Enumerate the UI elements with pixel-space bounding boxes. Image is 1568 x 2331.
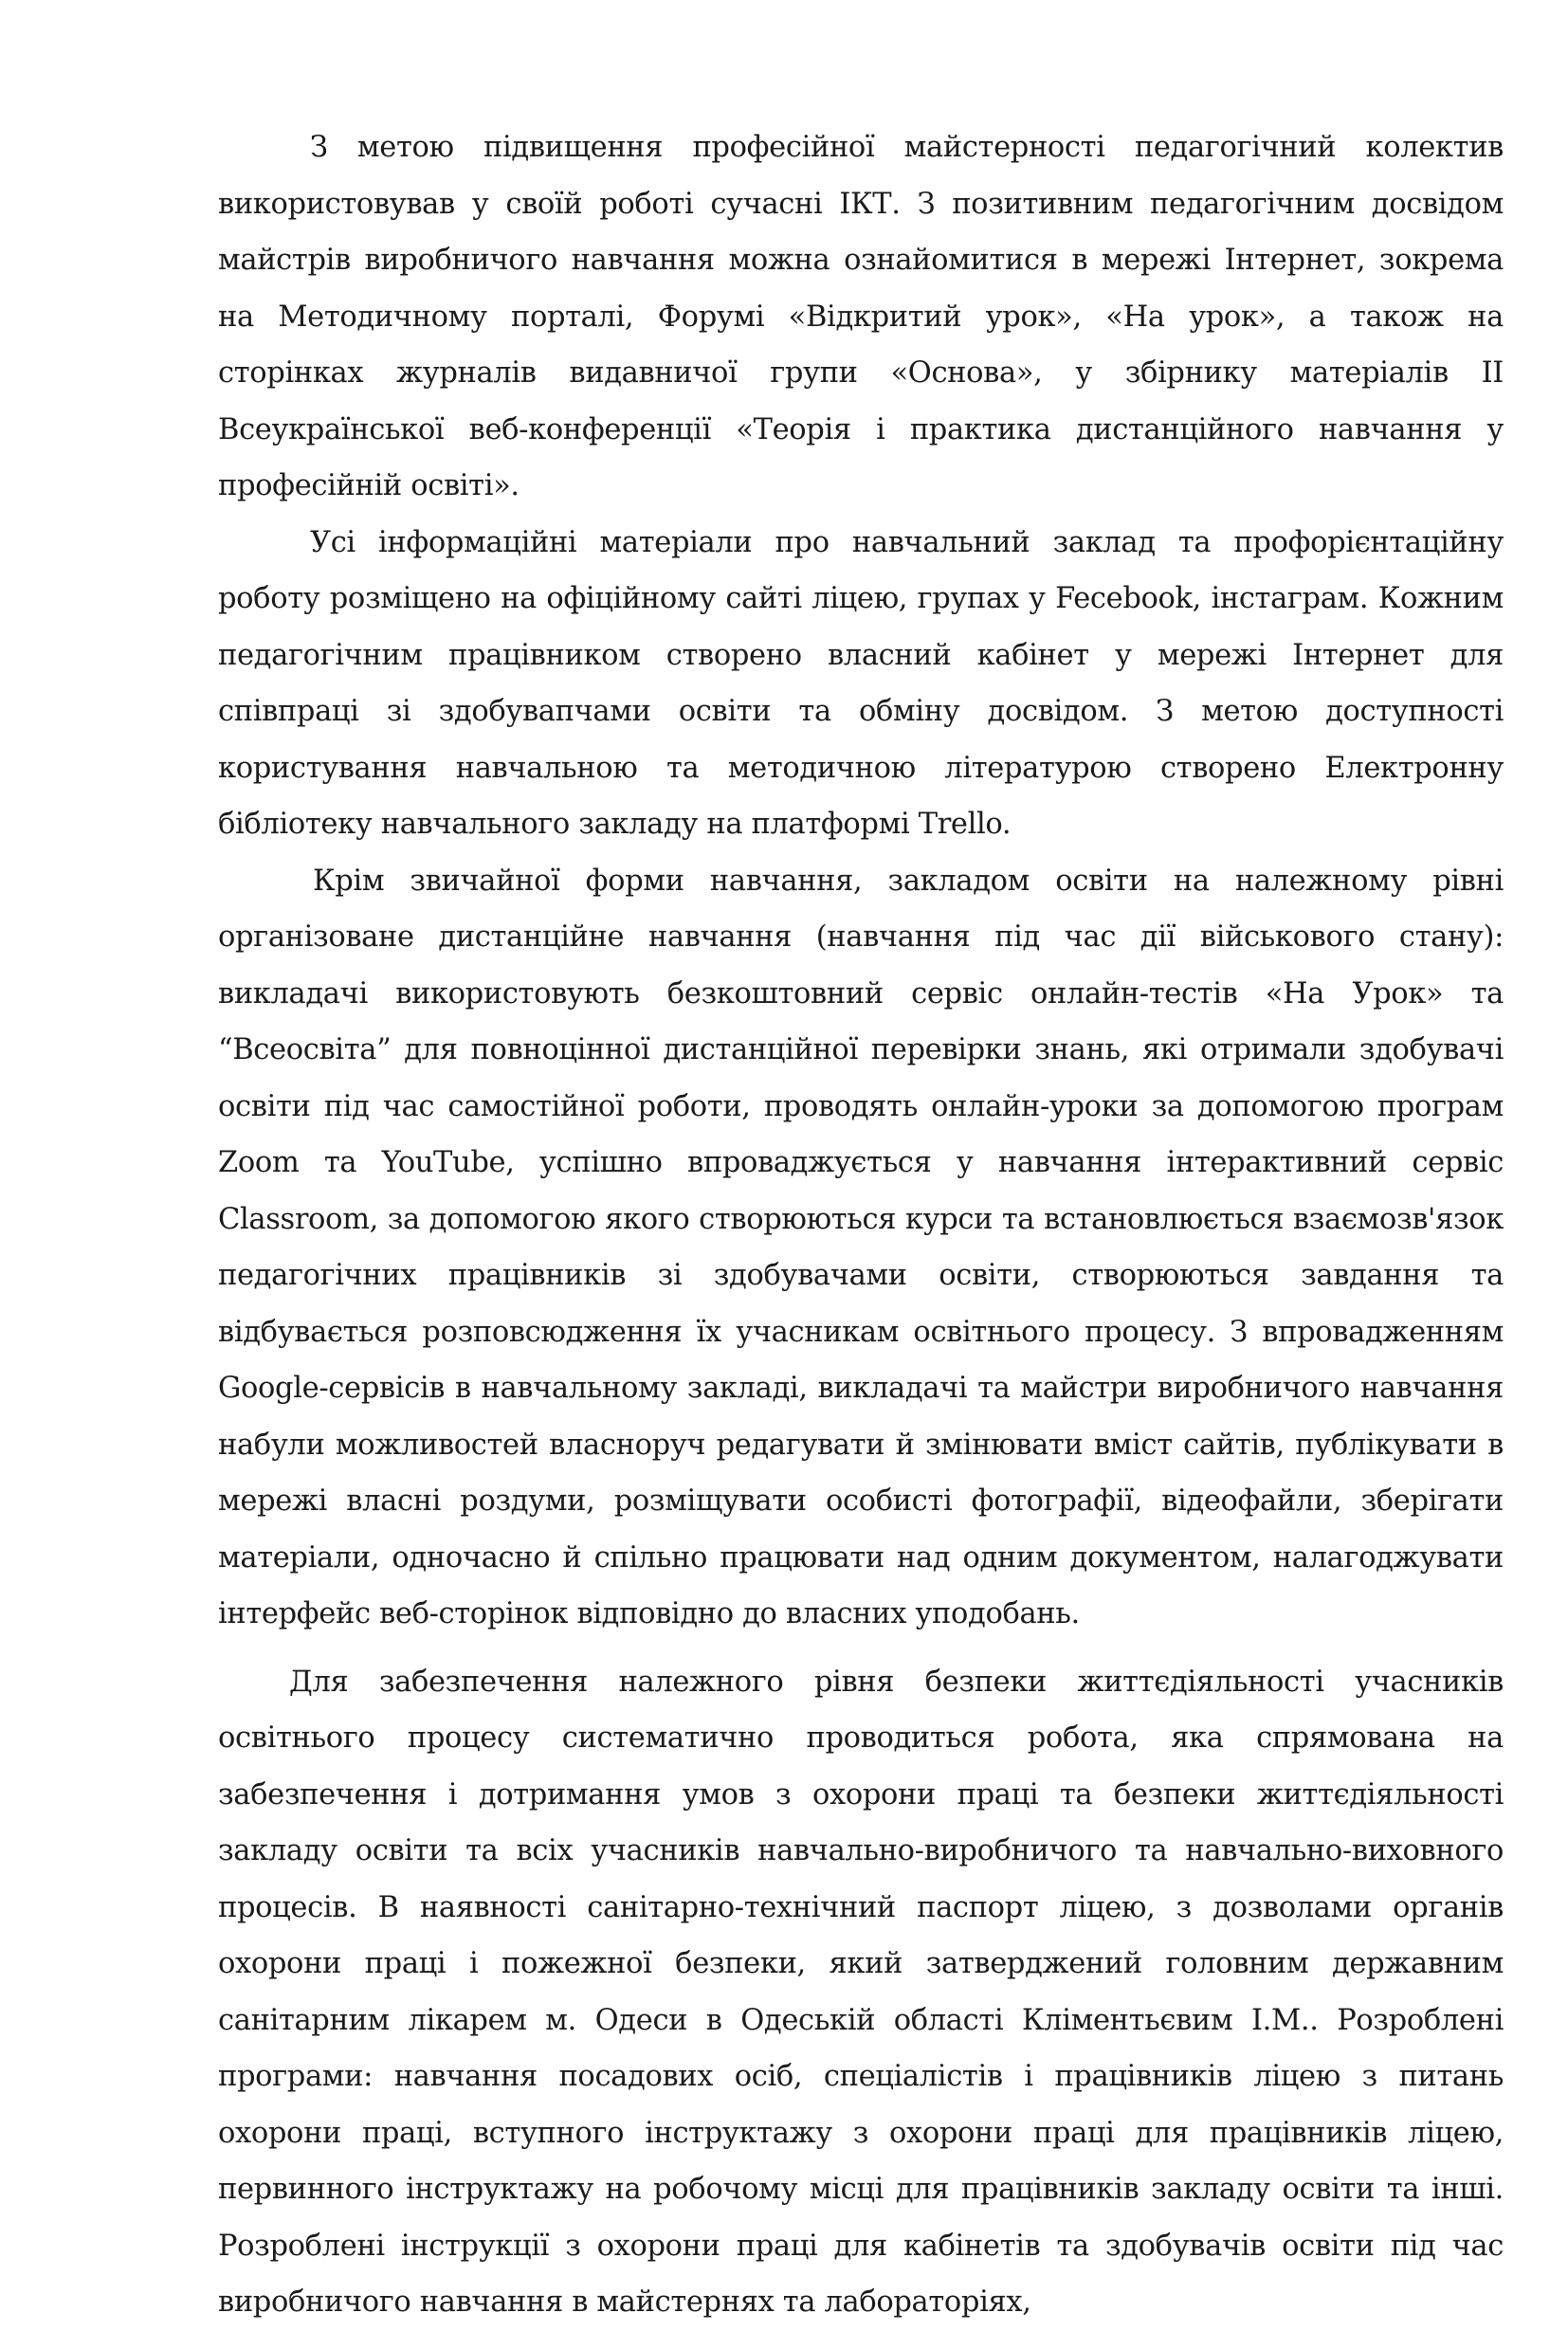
document-body <box>218 119 1504 2331</box>
paragraph-information-materials: Усі інформаційні матеріали про навчальний заклад та профорієнтаційну роботу розміщено на офіційному сайті ліцею, групах у Fecebook, інстаграм. Кожним педагогічним працівником створено власний кабінет у мережі Інтернет для співпраці зі здобувапчами освіти та обміну досвідом. З метою доступності користування навчальною та методичною літературою створено Електронну бібліотеку навчального закладу на платформі Trello. <box>218 525 1504 841</box>
paragraph-labor-safety: Для забезпечення належного рівня безпеки життєдіяльності учасників освітнього процесу систематично проводиться робота, яка спрямована на забезпечення і дотримання умов з охорони праці та безпеки життєдіяльності закладу освіти та всіх учасників навчально-виробничого та навчально-виховного процесів. В наявності санітарно-технічний паспорт ліцею, з дозволами органів охорони праці і пожежної безпеки, який затверджений головним державним санітарним лікарем м. Одеси в Одеській області Кліментьєвим І.М.. Розроблені програми: навчання посадових осіб, спеціалістів і працівників ліцею з питань охорони праці, вступного інструктажу з охорони праці для працівників ліцею, первинного інструктажу на робочому місці для працівників закладу освіти та інші. Розроблені інструкції з охорони праці для кабінетів та здобувачів освіти під час виробничого навчання в майстернях та лабораторіях, <box>218 1665 1504 2319</box>
paragraph-distance-learning: Крім звичайної форми навчання, закладом освіти на належному рівні організоване дистанційне навчання (навчання під час дії військового стану): викладачі використовують безкоштовний сервіс онлайн-тестів «На Урок» та “Всеосвіта” для повноцінної дистанційної перевірки знань, які отримали здобувачі освіти під час самостійної роботи, проводять онлайн-уроки за допомогою програм Zoom та YouTube, успішно впроваджується у навчання інтерактивний сервіс Classroom, за допомогою якого створюються курси та встановлюється взаємозв'язок педагогічних працівників зі здобувачами освіти, створюються завдання та відбувається розповсюдження їх учасникам освітнього процесу. З впровадженням Google-сервісів в навчальному закладі, викладачі та майстри виробничого навчання набули можливостей власноруч редагувати й змінювати вміст сайтів, публікувати в мережі власні роздуми, розміщувати особисті фотографії, відеофайли, зберігати матеріали, одночасно й спільно працювати над одним документом, налагоджувати інтерфейс веб-сторінок відповідно до власних уподобань. <box>218 864 1504 1630</box>
paragraph-ict-experience: З метою підвищення професійної майстерності педагогічний колектив використовував у своїй роботі сучасні ІКТ. З позитивним педагогічним досвідом майстрів виробничого навчання можна ознайомитися в мережі Інтернет, зокрема на Методичному порталі, Форумі «Відкритий урок», «На урок», а також на сторінках журналів видавничої групи «Основа», у збірнику матеріалів ІІ Всеукраїнської веб-конференції «Теорія і практика дистанційного навчання у професійній освіті». <box>218 131 1504 502</box>
